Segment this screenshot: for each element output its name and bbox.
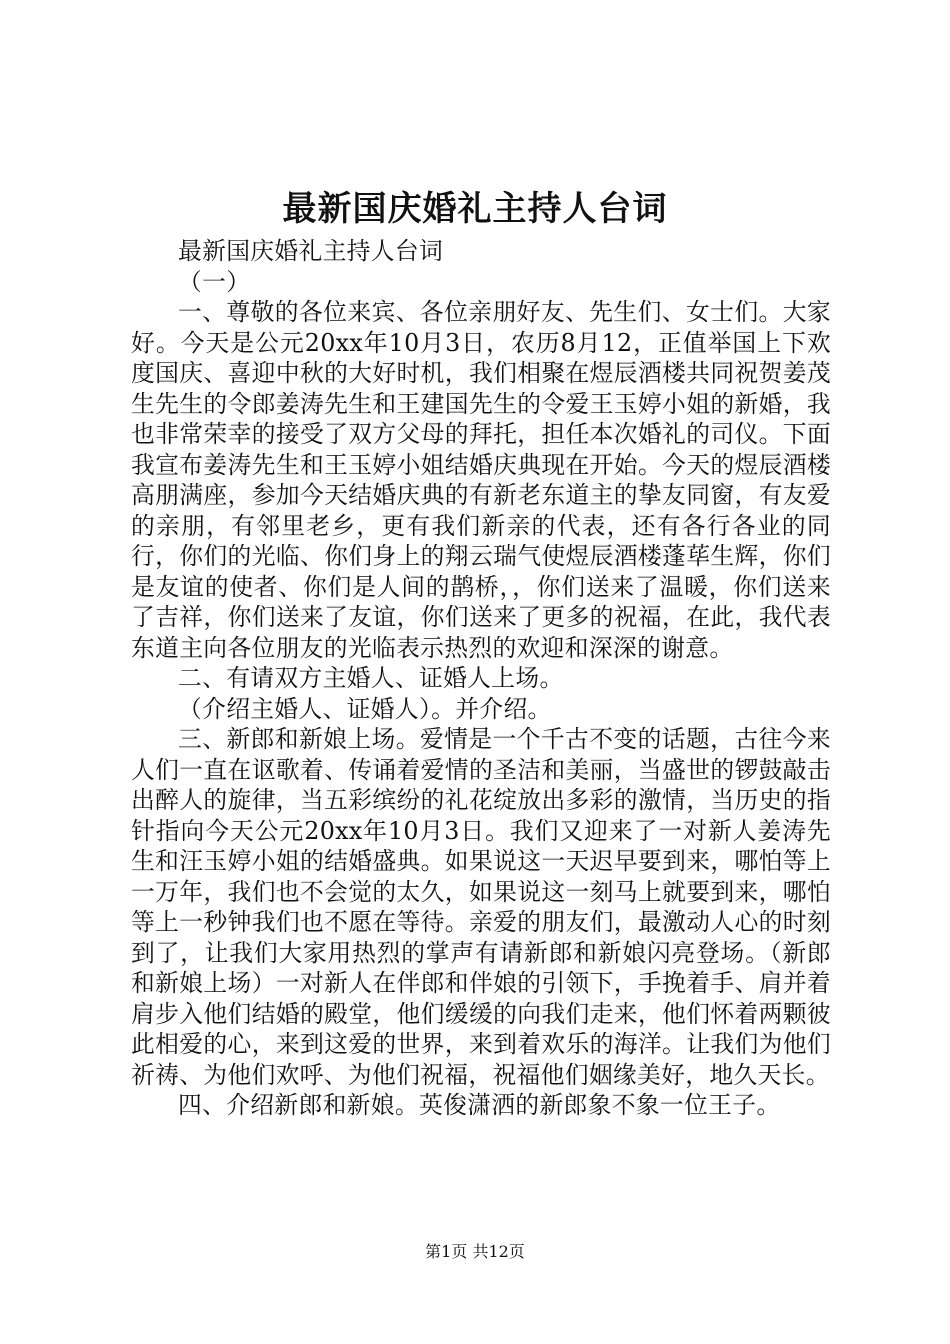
document-body (131, 236, 831, 1121)
body-paragraph-2: 二、有请双方主婚人、证婚人上场。 (178, 664, 564, 692)
subtitle-paragraph: 最新国庆婚礼主持人台词 (178, 237, 444, 265)
body-paragraph-4: 三、新郎和新娘上场。爱情是一个千古不变的话题，古往今来人们一直在讴歌着、传诵着爱情的圣洁和美丽，当盛世的锣鼓敲击出醉人的旋律，当五彩缤纷的礼花绽放出多彩的激情，当历史的指针指向今天公元20xx年10月3日。我们又迎来了一对新人姜涛先生和汪玉婷小姐的结婚盛典。如果说这一天迟早要到来，哪怕等上一万年，我们也不会觉的太久，如果说这一刻马上就要到来，哪怕等上一秒钟我们也不愿在等待。亲爱的朋友们，最激动人心的时刻到了，让我们大家用热烈的掌声有请新郎和新娘闪亮登场。（新郎和新娘上场）一对新人在伴郎和伴娘的引领下，手挽着手、肩并着肩步入他们结婚的殿堂，他们缓缓的向我们走来，他们怀着两颗彼此相爱的心，来到这爱的世界，来到着欢乐的海洋。让我们为他们祈祷、为他们欢呼、为他们祝福，祝福他们姻缘美好，地久天长。 (131, 725, 831, 1089)
body-paragraph-1: 一、尊敬的各位来宾、各位亲朋好友、先生们、女士们。大家好。今天是公元20xx年10月3日，农历8月12，正值举国上下欢度国庆、喜迎中秋的大好时机，我们相聚在煜辰酒楼共同祝贺姜茂生先生的令郎姜涛先生和王建国先生的令爱王玉婷小姐的新婚，我也非常荣幸的接受了双方父母的拜托，担任本次婚礼的司仪。下面我宣布姜涛先生和王玉婷小姐结婚庆典现在开始。今天的煜辰酒楼高朋满座，参加今天结婚庆典的有新老东道主的挚友同窗，有友爱的亲朋，有邻里老乡，更有我们新亲的代表，还有各行各业的同行，你们的光临、你们身上的翔云瑞气使煜辰酒楼蓬荜生辉，你们是友谊的使者、你们是人间的鹊桥，，你们送来了温暖，你们送来了吉祥，你们送来了友谊，你们送来了更多的祝福，在此，我代表东道主向各位朋友的光临表示热烈的欢迎和深深的谢意。 (131, 298, 831, 662)
document-title: 最新国庆婚礼主持人台词 (282, 189, 668, 229)
body-paragraph-3: （介绍主婚人、证婚人）。并介绍。 (178, 694, 552, 723)
page-footer: 第1页 共12页 (425, 1242, 525, 1261)
section-number-paragraph: （一） (178, 267, 251, 296)
body-paragraph-5: 四、介绍新郎和新娘。英俊潇洒的新郎象不象一位王子。 (178, 1091, 781, 1119)
